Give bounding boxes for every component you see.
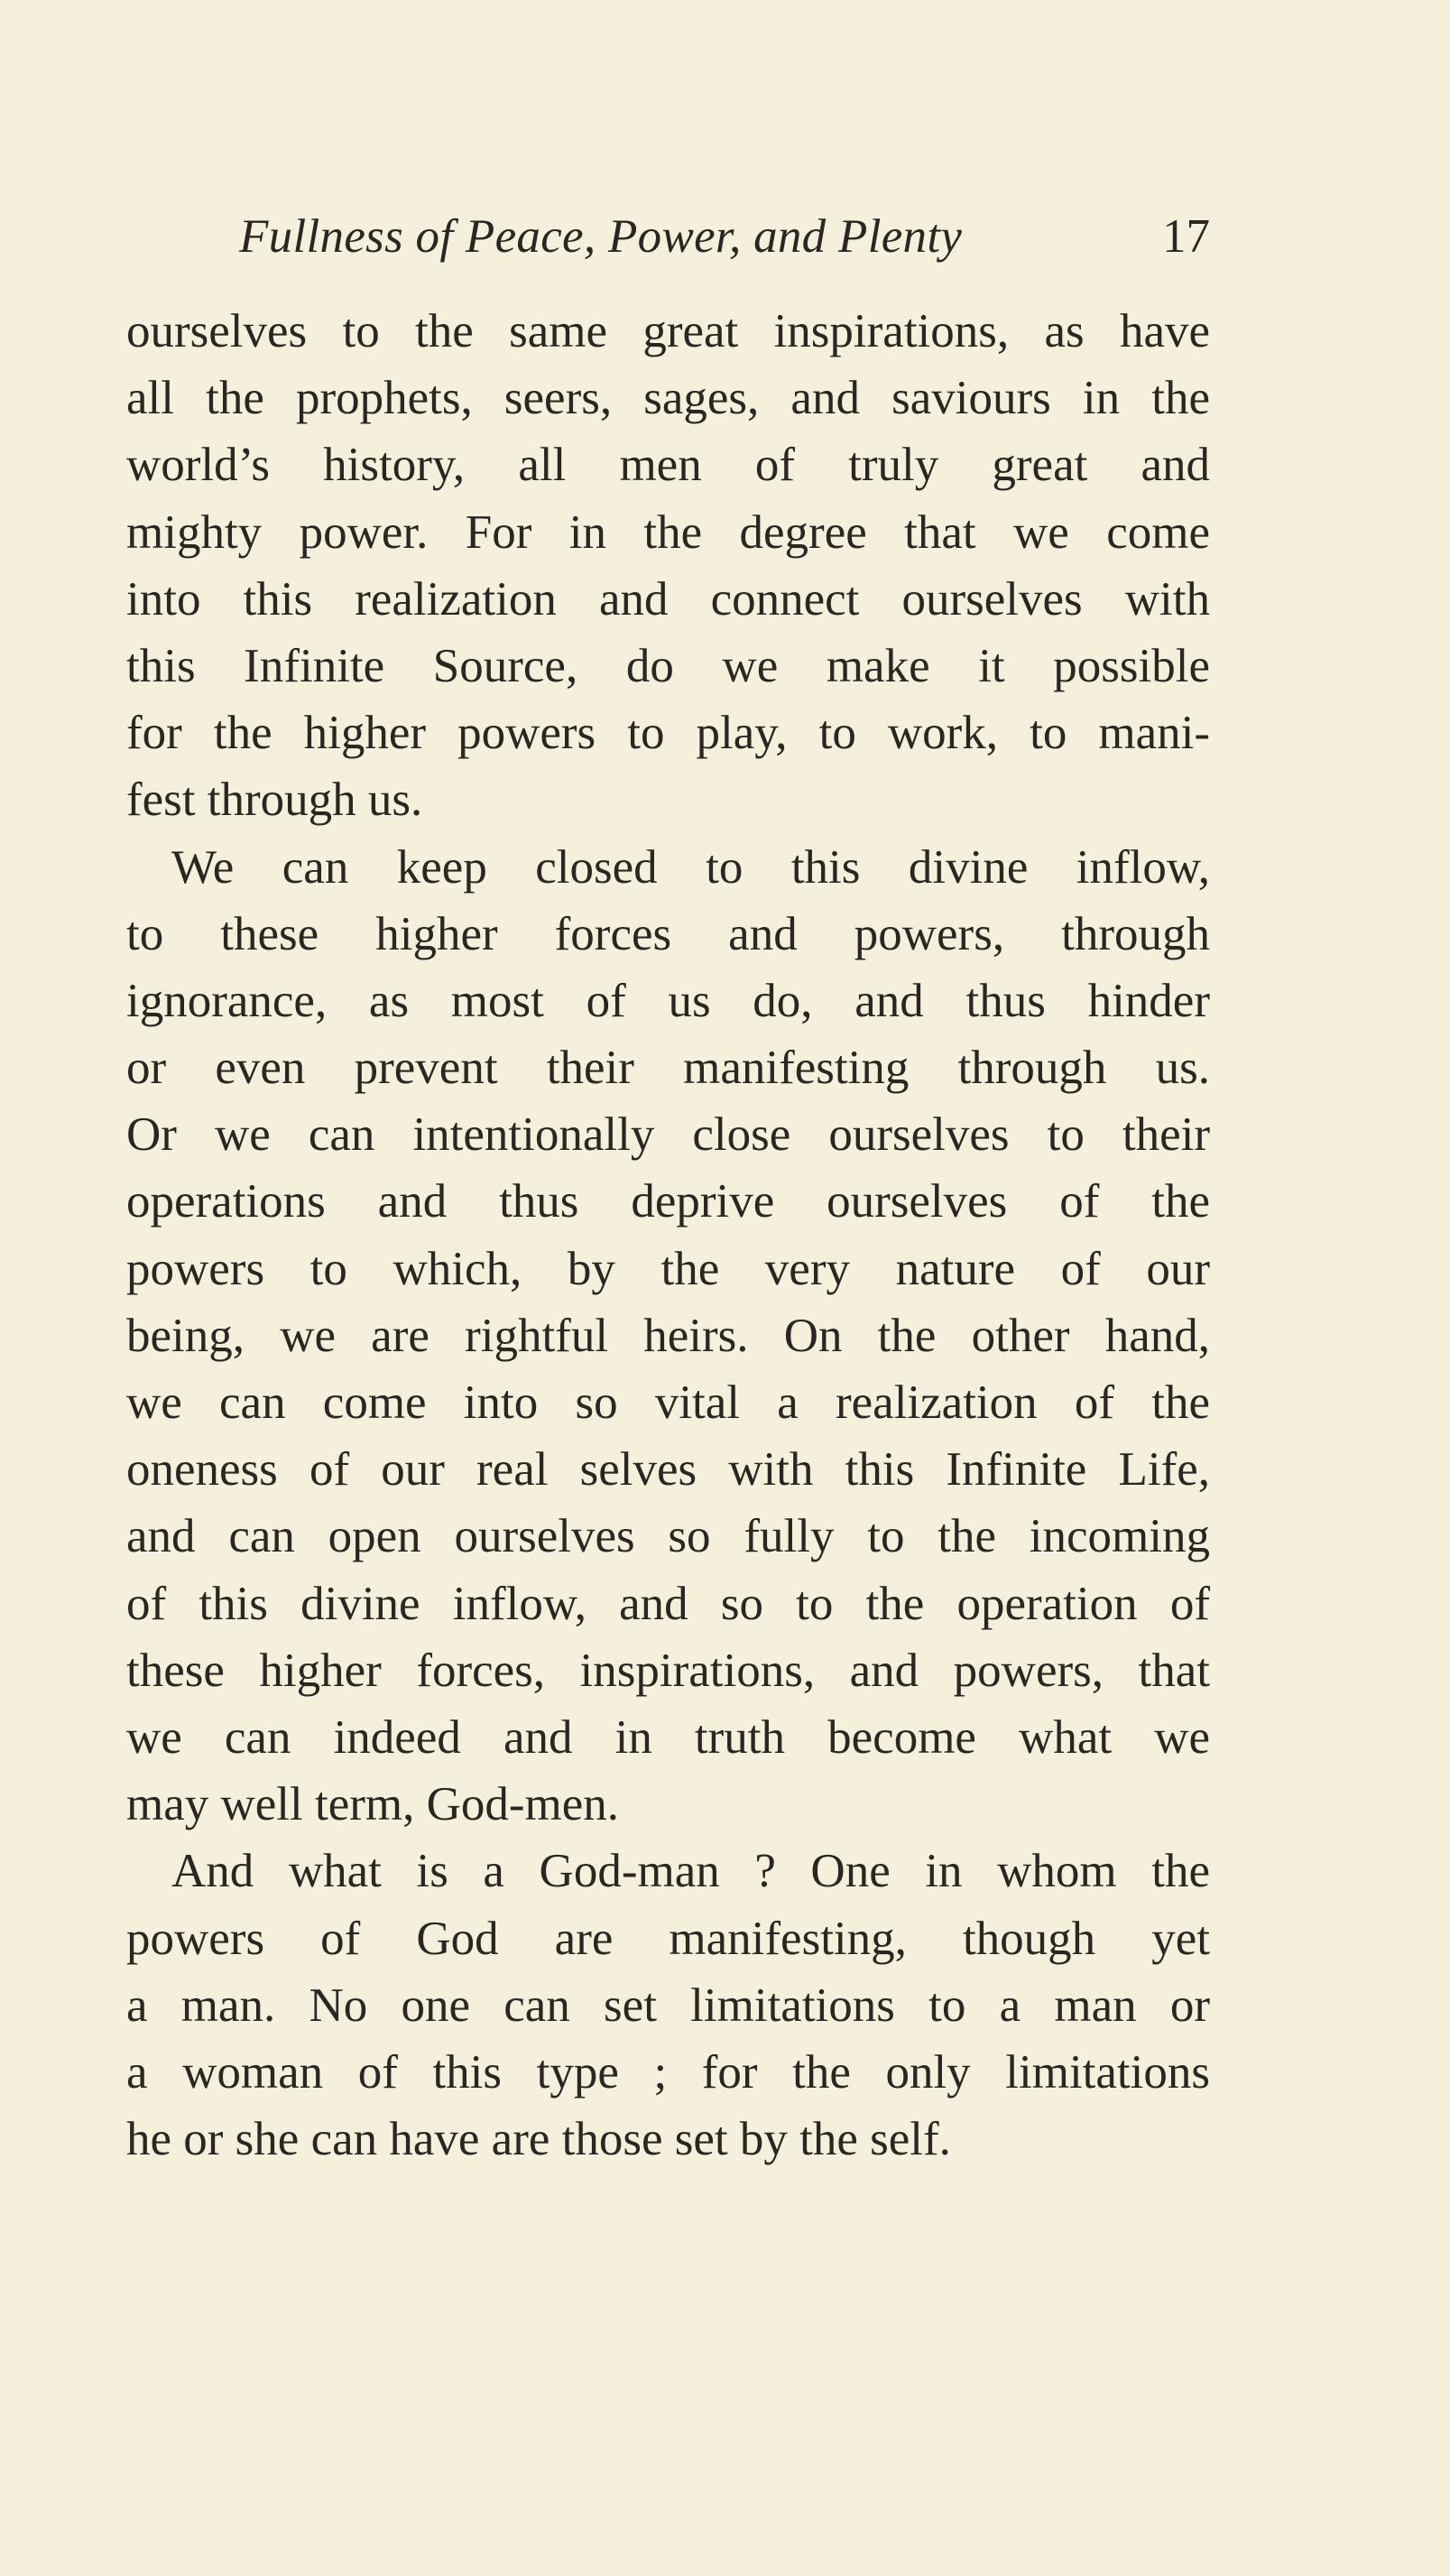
text-line: to these higher forces and powers, through xyxy=(126,907,1210,960)
text-line: ourselves to the same great inspirations, as have xyxy=(126,305,1210,357)
text-line: of this divine inflow, and so to the operation of xyxy=(126,1577,1210,1630)
text-line: and can open ourselves so fully to the incoming xyxy=(126,1510,1210,1563)
body-text xyxy=(126,298,1210,2173)
text-line: powers to which, by the very nature of our xyxy=(126,1242,1210,1295)
text-line: we can indeed and in truth become what we xyxy=(126,1710,1210,1764)
text-line: operations and thus deprive ourselves of the xyxy=(126,1175,1210,1228)
text-line: he or she can have are those set by the self. xyxy=(126,2113,951,2166)
text-line: a man. No one can set limitations to a man or xyxy=(126,1978,1210,2032)
text-line: mighty power. For in the degree that we come xyxy=(126,505,1210,559)
text-line: into this realization and connect ourselves with xyxy=(126,572,1210,625)
text-line: a woman of this type ; for the only limitations xyxy=(126,2045,1210,2099)
text-line: ignorance, as most of us do, and thus hinder xyxy=(126,974,1210,1027)
text-line: world’s history, all men of truly great and xyxy=(126,439,1210,492)
text-line: may well term, God-men. xyxy=(126,1778,620,1831)
text-line: oneness of our real selves with this Infinite Life, xyxy=(126,1443,1210,1496)
running-head xyxy=(239,200,1210,273)
text-line: powers of God are manifesting, though yet xyxy=(126,1912,1210,1965)
text-line: we can come into so vital a realization of the xyxy=(126,1376,1210,1429)
text-line: these higher forces, inspirations, and powers, that xyxy=(126,1644,1210,1697)
text-line: all the prophets, seers, sages, and saviours in the xyxy=(126,372,1210,425)
text-line: We can keep closed to this divine inflow, xyxy=(171,840,1210,894)
text-line: or even prevent their manifesting through us. xyxy=(126,1042,1210,1095)
text-line: this Infinite Source, do we make it possible xyxy=(126,639,1210,692)
text-line: Or we can intentionally close ourselves to their xyxy=(126,1108,1210,1162)
text-line: being, we are rightful heirs. On the other hand, xyxy=(126,1309,1210,1362)
running-title: Fullness of Peace, Power, and Plenty xyxy=(239,210,963,263)
page-number: 17 xyxy=(1162,210,1210,263)
text-line: for the higher powers to play, to work, to mani- xyxy=(126,707,1210,760)
text-line: fest through us. xyxy=(126,774,423,827)
text-line: And what is a God-man ? One in whom the xyxy=(171,1845,1210,1898)
